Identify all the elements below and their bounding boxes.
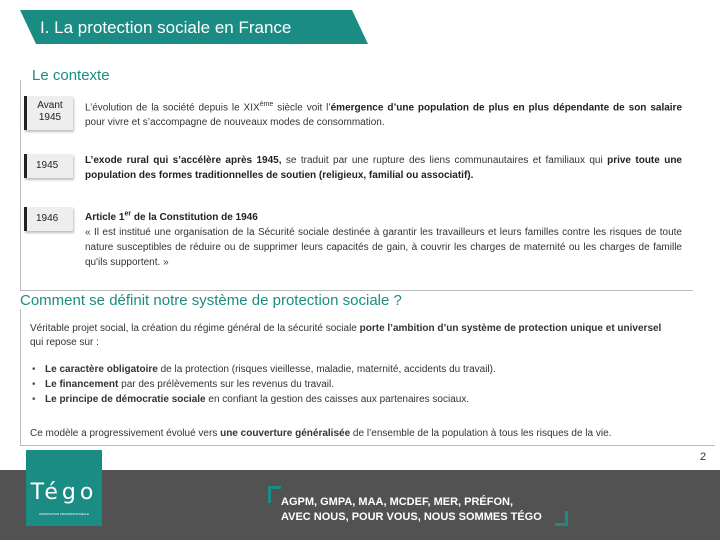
entry-text-avant-1945: L’évolution de la société depuis le XIXème siècle voit l’émergence d’une population de plus en plus dépendante de son salaire pour vivre et s’accompagne de nouveaux modes de consommation. [85, 101, 683, 129]
page-number: 2 [700, 451, 707, 463]
slogan-line: AVEC NOUS, POUR VOUS, NOUS SOMMES TÉGO [281, 511, 542, 523]
date-badge-1946: 1946 [24, 207, 73, 231]
question-heading: Comment se définit notre système de protection sociale ? [20, 292, 402, 309]
date-line: 1945 [38, 112, 62, 123]
date-badge-avant-1945 [24, 96, 73, 130]
title-banner [20, 10, 368, 44]
constitution-quote: « Il est institué une organisation de la Sécurité sociale destinée à garantir les travailleurs et leurs familles contre les risques de toute nature susceptibles de réduire ou de supprimer leurs capacités de gain, à couvrir les charges de maternité ou les charges de famille qu'ils supportent. » [85, 227, 682, 269]
context-heading: Le contexte [32, 67, 110, 84]
list-item: • Le caractère obligatoire de la protection (risques vieillesse, maladie, maternité, accidents du travail). [32, 362, 496, 377]
slogan-bracket-top-left [268, 486, 281, 503]
entry-text-1945: L’exode rural qui s’accélère après 1945, se traduit par une rupture des liens communautaires et familiaux qui prive toute une population des formes traditionnelles de soutien (religieux, familial ou associatif). [85, 155, 682, 181]
logo-wordmark: Tégo [30, 480, 98, 505]
entry-text-1946: Article 1er de la Constitution de 1946 « Il est institué une organisation de la Sécurité sociale destinée à garantir les travailleurs et leurs familles contre les risques de toute nature susceptibles de réduire ou de supprimer leurs capacités de gain, à couvrir les charges de maternité ou les charges de famille qu'ils supportent. » [85, 211, 682, 269]
page-title: I. La protection sociale en France [40, 18, 292, 37]
intro-text: Véritable projet social, la création du régime général de la sécurité sociale porte l’ambition d’un système de protection unique et universel qui repose sur : [30, 323, 662, 348]
footer-slogan [281, 495, 542, 525]
date-line: Avant [37, 100, 63, 111]
principles-list [32, 362, 496, 407]
conclusion-text: Ce modèle a progressivement évolué vers une couverture généralisée de l’ensemble de la population à tous les risques de la vie. [30, 428, 612, 439]
list-item: • Le principe de démocratie sociale en confiant la gestion des caisses aux partenaires sociaux. [32, 392, 496, 407]
list-item: • Le financement par des prélèvements sur les revenus du travail. [32, 377, 496, 392]
slogan-bracket-bottom-right [555, 511, 568, 526]
tego-logo [26, 450, 102, 526]
slogan-line: AGPM, GMPA, MAA, MCDEF, MER, PRÉFON, [281, 496, 514, 508]
logo-subtitle: ASSOCIATION PROFESSIONNELLE [38, 512, 90, 516]
date-badge-1945: 1945 [24, 154, 73, 178]
